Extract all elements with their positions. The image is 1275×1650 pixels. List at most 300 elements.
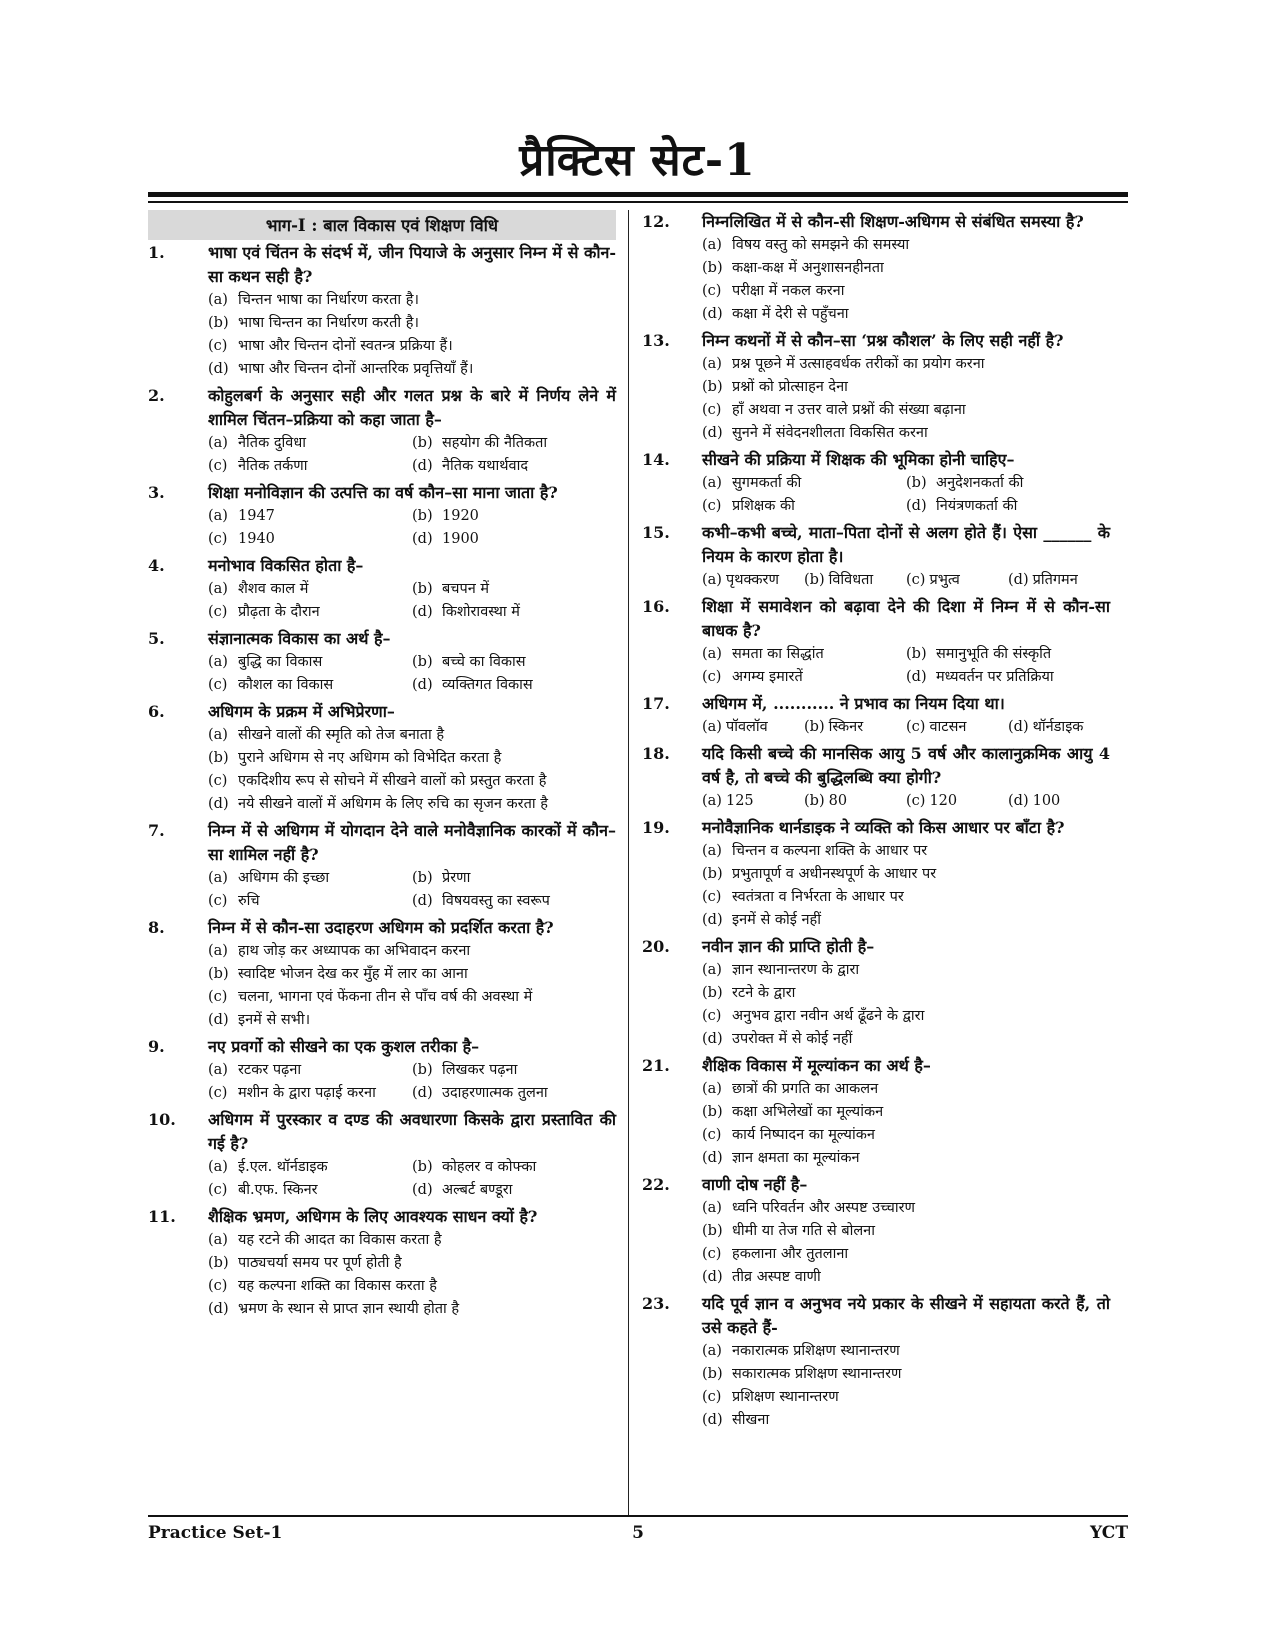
answer-option [702, 1340, 1110, 1363]
option-text: 1940 [238, 531, 275, 547]
option-label: (a) [702, 793, 722, 809]
answer-option [702, 234, 1110, 257]
option-label: (b) [208, 750, 229, 766]
option-text: चलना, भागना एवं फेंकना तीन से पाँच वर्ष की अवस्था में [238, 989, 533, 1005]
options-list [702, 1340, 1110, 1432]
answer-option [208, 578, 412, 601]
option-text: ध्वनि परिवर्तन और अस्पष्ट उच्चारण [732, 1200, 916, 1216]
answer-option [412, 432, 616, 455]
option-text: अनुदेशनकर्ता की [936, 475, 1024, 491]
option-text: लिखकर पढ़ना [442, 1062, 518, 1078]
options-list [702, 234, 1110, 326]
left-question-list [148, 241, 616, 1321]
option-text: वाटसन [929, 719, 967, 735]
option-text: रटकर पढ़ना [238, 1062, 302, 1078]
option-label: (d) [702, 1031, 723, 1047]
answer-option [208, 335, 616, 358]
question-header [148, 481, 616, 505]
question-header [148, 241, 616, 289]
question-number: 9. [148, 1037, 165, 1056]
left-column [148, 210, 616, 1324]
option-text: बच्चे का विकास [442, 654, 526, 670]
option-label: (d) [208, 796, 229, 812]
options-list [208, 651, 616, 697]
page-footer [148, 1523, 1128, 1551]
question-text: शैक्षिक भ्रमण, अधिगम के लिए आवश्यक साधन क्यों है? [208, 1207, 538, 1226]
answer-option [208, 963, 616, 986]
question-item [642, 1292, 1110, 1432]
question-item [642, 595, 1110, 689]
option-text: समता का सिद्धांत [732, 646, 824, 662]
answer-option [1008, 790, 1110, 813]
answer-option [412, 505, 616, 528]
question-item [148, 481, 616, 551]
option-label: (c) [702, 498, 722, 514]
answer-option [702, 472, 906, 495]
question-text: निम्न में से कौन-सा उदाहरण अधिगम को प्रदर्शित करता है? [208, 918, 554, 937]
option-label: (a) [208, 943, 228, 959]
right-column [642, 210, 1110, 1435]
answer-option [412, 578, 616, 601]
question-number: 10. [148, 1110, 176, 1129]
option-label: (a) [208, 292, 228, 308]
question-number: 3. [148, 483, 165, 502]
options-list [702, 959, 1110, 1051]
question-item [148, 241, 616, 381]
question-text: सीखने की प्रक्रिया में शिक्षक की भूमिका होनी चाहिए– [702, 450, 1015, 469]
answer-option [702, 909, 1110, 932]
answer-option [208, 770, 616, 793]
option-text: हाथ जोड़ कर अध्यापक का अभिवादन करना [238, 943, 471, 959]
option-text: 1900 [442, 531, 479, 547]
option-label: (c) [208, 338, 228, 354]
question-text: संज्ञानात्मक विकास का अर्थ है– [208, 629, 391, 648]
option-text: भाषा और चिन्तन दोनों आन्तरिक प्रवृत्तियाँ हैं। [238, 361, 474, 377]
answer-option [702, 886, 1110, 909]
option-text: पृथक्करण [725, 572, 779, 588]
answer-option [702, 716, 804, 739]
answer-option [906, 569, 1008, 592]
option-label: (a) [702, 843, 722, 859]
title-rule-thin [148, 201, 1128, 203]
answer-option [208, 940, 616, 963]
option-text: धीमी या तेज गति से बोलना [732, 1223, 875, 1239]
option-label: (d) [412, 677, 433, 693]
question-header [642, 1054, 1110, 1078]
question-header [642, 595, 1110, 643]
option-label: (c) [702, 1246, 722, 1262]
answer-option [208, 358, 616, 381]
option-label: (b) [702, 1366, 723, 1382]
question-number: 6. [148, 702, 165, 721]
question-item [642, 1173, 1110, 1289]
question-text: नए प्रवर्गो को सीखने का एक कुशल तरीका है– [208, 1037, 480, 1056]
option-label: (c) [208, 604, 228, 620]
answer-option [702, 1147, 1110, 1170]
question-number: 22. [642, 1175, 670, 1194]
answer-option [412, 455, 616, 478]
question-item [148, 1035, 616, 1105]
option-label: (d) [412, 531, 433, 547]
question-number: 1. [148, 243, 165, 262]
option-text: परीक्षा में नकल करना [732, 283, 845, 299]
option-label: (a) [702, 962, 722, 978]
question-number: 2. [148, 386, 165, 405]
option-text: नियंत्रणकर्ता की [936, 498, 1018, 514]
option-text: अनुभव द्वारा नवीन अर्थ ढूँढने के द्वारा [732, 1008, 925, 1024]
question-number: 12. [642, 212, 670, 231]
question-text: शैक्षिक विकास में मूल्यांकन का अर्थ है– [702, 1056, 931, 1075]
option-label: (a) [208, 870, 228, 886]
option-text: प्रभुत्व [929, 572, 960, 588]
option-label: (c) [702, 669, 722, 685]
option-label: (d) [702, 1412, 723, 1428]
option-text: ई.एल. थॉर्नडाइक [238, 1159, 328, 1175]
option-label: (a) [702, 1200, 722, 1216]
question-number: 5. [148, 629, 165, 648]
option-text: स्किनर [828, 719, 864, 735]
options-list [208, 724, 616, 816]
options-list [702, 1197, 1110, 1289]
option-label: (b) [208, 1255, 229, 1271]
options-list [702, 353, 1110, 445]
option-text: प्रौढ़ता के दौरान [238, 604, 320, 620]
question-number: 23. [642, 1294, 670, 1313]
option-text: सकारात्मक प्रशिक्षण स्थानान्तरण [732, 1366, 902, 1382]
options-list [702, 790, 1110, 813]
answer-option [906, 643, 1110, 666]
option-label: (c) [702, 1389, 722, 1405]
option-label: (c) [208, 531, 228, 547]
option-text: हकलाना और तुतलाना [732, 1246, 849, 1262]
answer-option [804, 716, 906, 739]
question-header [148, 700, 616, 724]
option-label: (b) [412, 581, 433, 597]
answer-option [702, 1197, 1110, 1220]
option-label: (d) [702, 1150, 723, 1166]
question-item [148, 627, 616, 697]
option-text: कोहलर व कोफ्का [442, 1159, 537, 1175]
option-text: नैतिक दुविधा [238, 435, 307, 451]
option-label: (b) [702, 260, 723, 276]
answer-option [702, 982, 1110, 1005]
option-label: (c) [702, 1127, 722, 1143]
option-text: विषयवस्तु का स्वरूप [442, 893, 550, 909]
option-text: 80 [828, 793, 848, 809]
option-text: इनमें से सभी। [238, 1012, 311, 1028]
question-number: 20. [642, 937, 670, 956]
option-text: अधिगम की इच्छा [238, 870, 330, 886]
section-heading: भाग-I : बाल विकास एवं शिक्षण विधि [148, 210, 616, 240]
option-label: (d) [702, 306, 723, 322]
answer-option [208, 651, 412, 674]
question-header [148, 819, 616, 867]
option-label: (a) [702, 646, 722, 662]
options-list [702, 1078, 1110, 1170]
option-label: (a) [702, 572, 722, 588]
option-label: (a) [702, 1081, 722, 1097]
answer-option [208, 1229, 616, 1252]
option-text: बी.एफ. स्किनर [238, 1182, 318, 1198]
answer-option [412, 1179, 616, 1202]
answer-option [906, 716, 1008, 739]
answer-option [702, 863, 1110, 886]
option-text: प्रभुतापूर्ण व अधीनस्थपूर्ण के आधार पर [732, 866, 937, 882]
option-text: कार्य निष्पादन का मूल्यांकन [732, 1127, 875, 1143]
answer-option [702, 1266, 1110, 1289]
option-label: (c) [208, 893, 228, 909]
question-text: निम्न में से अधिगम में योगदान देने वाले मनोवैज्ञानिक कारकों में कौन–सा शामिल नहीं है? [208, 821, 616, 864]
answer-option [412, 674, 616, 697]
option-label: (a) [208, 508, 228, 524]
option-text: अगम्य इमारतें [732, 669, 803, 685]
answer-option [702, 1220, 1110, 1243]
question-item [642, 1054, 1110, 1170]
option-label: (a) [208, 435, 228, 451]
option-text: पुराने अधिगम से नए अधिगम को विभेदित करता है [238, 750, 502, 766]
title-rule-thick [148, 192, 1128, 197]
answer-option [208, 455, 412, 478]
option-text: नकारात्मक प्रशिक्षण स्थानान्तरण [732, 1343, 900, 1359]
answer-option [906, 495, 1110, 518]
option-text: मशीन के द्वारा पढ़ाई करना [238, 1085, 376, 1101]
answer-option [412, 601, 616, 624]
question-item [148, 554, 616, 624]
answer-option [1008, 569, 1110, 592]
option-label: (a) [702, 1343, 722, 1359]
answer-option [412, 1059, 616, 1082]
option-text: किशोरावस्था में [442, 604, 520, 620]
answer-option [208, 793, 616, 816]
option-text: भाषा और चिन्तन दोनों स्वतन्त्र प्रक्रिया हैं। [238, 338, 453, 354]
answer-option [702, 1028, 1110, 1051]
option-text: चिन्तन भाषा का निर्धारण करता है। [238, 292, 419, 308]
options-list [702, 569, 1110, 592]
option-label: (b) [412, 435, 433, 451]
option-label: (b) [906, 646, 927, 662]
option-label: (b) [412, 1159, 433, 1175]
option-text: विविधता [828, 572, 874, 588]
question-number: 8. [148, 918, 165, 937]
option-text: प्रशिक्षण स्थानान्तरण [732, 1389, 839, 1405]
question-header [148, 554, 616, 578]
option-text: प्रशिक्षक की [732, 498, 795, 514]
question-text: निम्न कथनों में से कौन–सा ‘प्रश्न कौशल’ के लिए सही नहीं है? [702, 331, 1064, 350]
options-list [208, 867, 616, 913]
option-label: (d) [906, 669, 927, 685]
column-divider [628, 210, 629, 1515]
answer-option [208, 867, 412, 890]
answer-option [208, 1298, 616, 1321]
question-header [148, 384, 616, 432]
options-list [702, 643, 1110, 689]
question-item [148, 700, 616, 816]
option-text: यह कल्पना शक्ति का विकास करता है [238, 1278, 438, 1294]
answer-option [208, 601, 412, 624]
option-text: भ्रमण के स्थान से प्राप्त ज्ञान स्थायी होता है [238, 1301, 460, 1317]
option-label: (c) [208, 773, 228, 789]
question-text: वाणी दोष नहीं है– [702, 1175, 808, 1194]
option-text: प्रतिगमन [1032, 572, 1078, 588]
question-item [642, 816, 1110, 932]
page-title: प्रैक्टिस सेट-1 [519, 135, 756, 186]
option-label: (a) [702, 356, 722, 372]
question-header [642, 1173, 1110, 1197]
question-number: 4. [148, 556, 165, 575]
options-list [208, 940, 616, 1032]
question-text: अधिगम में पुरस्कार व दण्ड की अवधारणा किसके द्वारा प्रस्तावित की गई है? [208, 1110, 616, 1153]
option-label: (b) [412, 654, 433, 670]
options-list [208, 578, 616, 624]
option-label: (c) [702, 1008, 722, 1024]
question-text: अधिगम के प्रक्रम में अभिप्रेरणा– [208, 702, 395, 721]
question-item [148, 1205, 616, 1321]
question-item [642, 210, 1110, 326]
question-text: शिक्षा मनोविज्ञान की उत्पत्ति का वर्ष कौन–सा माना जाता है? [208, 483, 558, 502]
answer-option [804, 790, 906, 813]
question-header [642, 329, 1110, 353]
answer-option [906, 666, 1110, 689]
option-label: (d) [412, 458, 433, 474]
question-header [642, 1292, 1110, 1340]
option-text: स्वादिष्ट भोजन देख कर मुँह में लार का आना [238, 966, 468, 982]
option-text: कक्षा अभिलेखों का मूल्यांकन [732, 1104, 884, 1120]
option-text: सीखने वालों की स्मृति को तेज बनाता है [238, 727, 445, 743]
option-text: उदाहरणात्मक तुलना [442, 1085, 548, 1101]
question-item [148, 384, 616, 478]
options-list [208, 432, 616, 478]
option-text: उपरोक्त में से कोई नहीं [732, 1031, 853, 1047]
answer-option [702, 353, 1110, 376]
option-label: (c) [702, 889, 722, 905]
option-label: (b) [208, 966, 229, 982]
question-text: मनोभाव विकसित होता है– [208, 556, 364, 575]
option-text: अल्बर्ट बण्डूरा [442, 1182, 513, 1198]
question-text: कोहुलबर्ग के अनुसार सही और गलत प्रश्न के बारे में निर्णय लेने में शामिल चिंतन–प्रक्रिया को कहा जाता है– [208, 386, 616, 429]
answer-option [208, 528, 412, 551]
question-text: यदि पूर्व ज्ञान व अनुभव नये प्रकार के सीखने में सहायता करते हैं, तो उसे कहते हैं- [702, 1294, 1110, 1337]
option-label: (b) [804, 793, 825, 809]
option-text: तीव्र अस्पष्ट वाणी [732, 1269, 821, 1285]
question-item [642, 448, 1110, 518]
answer-option [702, 1101, 1110, 1124]
option-text: नैतिक यथार्थवाद [442, 458, 529, 474]
option-text: भाषा चिन्तन का निर्धारण करती है। [238, 315, 419, 331]
answer-option [702, 495, 906, 518]
option-text: छात्रों की प्रगति का आकलन [732, 1081, 879, 1097]
answer-option [702, 1124, 1110, 1147]
question-number: 7. [148, 821, 165, 840]
option-label: (a) [208, 727, 228, 743]
question-header [642, 448, 1110, 472]
option-text: सहयोग की नैतिकता [442, 435, 548, 451]
option-label: (c) [702, 402, 722, 418]
answer-option [702, 569, 804, 592]
option-label: (a) [208, 581, 228, 597]
option-label: (c) [906, 719, 926, 735]
question-text: भाषा एवं चिंतन के संदर्भ में, जीन पियाजे के अनुसार निम्न में से कौन-सा कथन सही है? [208, 243, 616, 286]
option-label: (b) [702, 1104, 723, 1120]
question-number: 13. [642, 331, 670, 350]
option-label: (d) [702, 912, 723, 928]
answer-option [208, 289, 616, 312]
question-text: निम्नलिखित में से कौन-सी शिक्षण-अधिगम से संबंधित समस्या है? [702, 212, 1084, 231]
option-label: (b) [702, 866, 723, 882]
answer-option [412, 867, 616, 890]
answer-option [702, 790, 804, 813]
option-text: प्रेरणा [442, 870, 471, 886]
option-label: (c) [208, 1085, 228, 1101]
options-list [702, 472, 1110, 518]
question-item [148, 916, 616, 1032]
option-text: सुगमकर्ता की [732, 475, 802, 491]
option-text: कौशल का विकास [238, 677, 334, 693]
question-number: 21. [642, 1056, 670, 1075]
option-label: (c) [208, 989, 228, 1005]
question-number: 15. [642, 523, 670, 542]
option-text: प्रश्नों को प्रोत्साहन देना [732, 379, 848, 395]
option-text: बुद्धि का विकास [238, 654, 323, 670]
option-text: पाठ्यचर्या समय पर पूर्ण होती है [238, 1255, 402, 1271]
option-label: (a) [208, 1062, 228, 1078]
option-label: (d) [208, 1301, 229, 1317]
question-number: 11. [148, 1207, 176, 1226]
option-text: बचपन में [442, 581, 490, 597]
answer-option [208, 1082, 412, 1105]
option-text: 100 [1032, 793, 1061, 809]
answer-option [208, 1059, 412, 1082]
question-number: 14. [642, 450, 670, 469]
option-label: (c) [906, 572, 926, 588]
option-label: (b) [412, 508, 433, 524]
option-text: स्वतंत्रता व निर्भरता के आधार पर [732, 889, 904, 905]
question-header [148, 1035, 616, 1059]
answer-option [208, 1009, 616, 1032]
answer-option [412, 1082, 616, 1105]
answer-option [702, 1386, 1110, 1409]
question-text: यदि किसी बच्चे की मानसिक आयु 5 वर्ष और कालानुक्रमिक आयु 4 वर्ष है, तो बच्चे की बुद्धिलब्धि क्या होगी? [702, 744, 1110, 787]
question-number: 18. [642, 744, 670, 763]
question-text: मनोवैज्ञानिक थार्नडाइक ने व्यक्ति को किस आधार पर बाँटा है? [702, 818, 1065, 837]
option-label: (c) [208, 458, 228, 474]
answer-option [702, 666, 906, 689]
option-label: (b) [702, 1223, 723, 1239]
answer-option [702, 959, 1110, 982]
answer-option [208, 890, 412, 913]
option-text: समानुभूति की संस्कृति [936, 646, 1052, 662]
answer-option [412, 1156, 616, 1179]
options-list [208, 1229, 616, 1321]
option-label: (a) [702, 475, 722, 491]
option-label: (b) [412, 1062, 433, 1078]
question-item [642, 692, 1110, 739]
options-list [208, 1059, 616, 1105]
option-text: मध्यवर्तन पर प्रतिक्रिया [936, 669, 1054, 685]
option-label: (d) [1008, 572, 1029, 588]
answer-option [702, 840, 1110, 863]
option-label: (d) [1008, 793, 1029, 809]
question-item [148, 1108, 616, 1202]
question-header [148, 1205, 616, 1229]
option-text: नैतिक तर्कणा [238, 458, 308, 474]
option-text: 1920 [442, 508, 479, 524]
answer-option [208, 1252, 616, 1275]
answer-option [702, 1409, 1110, 1432]
answer-option [1008, 716, 1110, 739]
answer-option [208, 432, 412, 455]
option-text: ज्ञान क्षमता का मूल्यांकन [732, 1150, 860, 1166]
option-text: सुनने में संवेदनशीलता विकसित करना [732, 425, 928, 441]
